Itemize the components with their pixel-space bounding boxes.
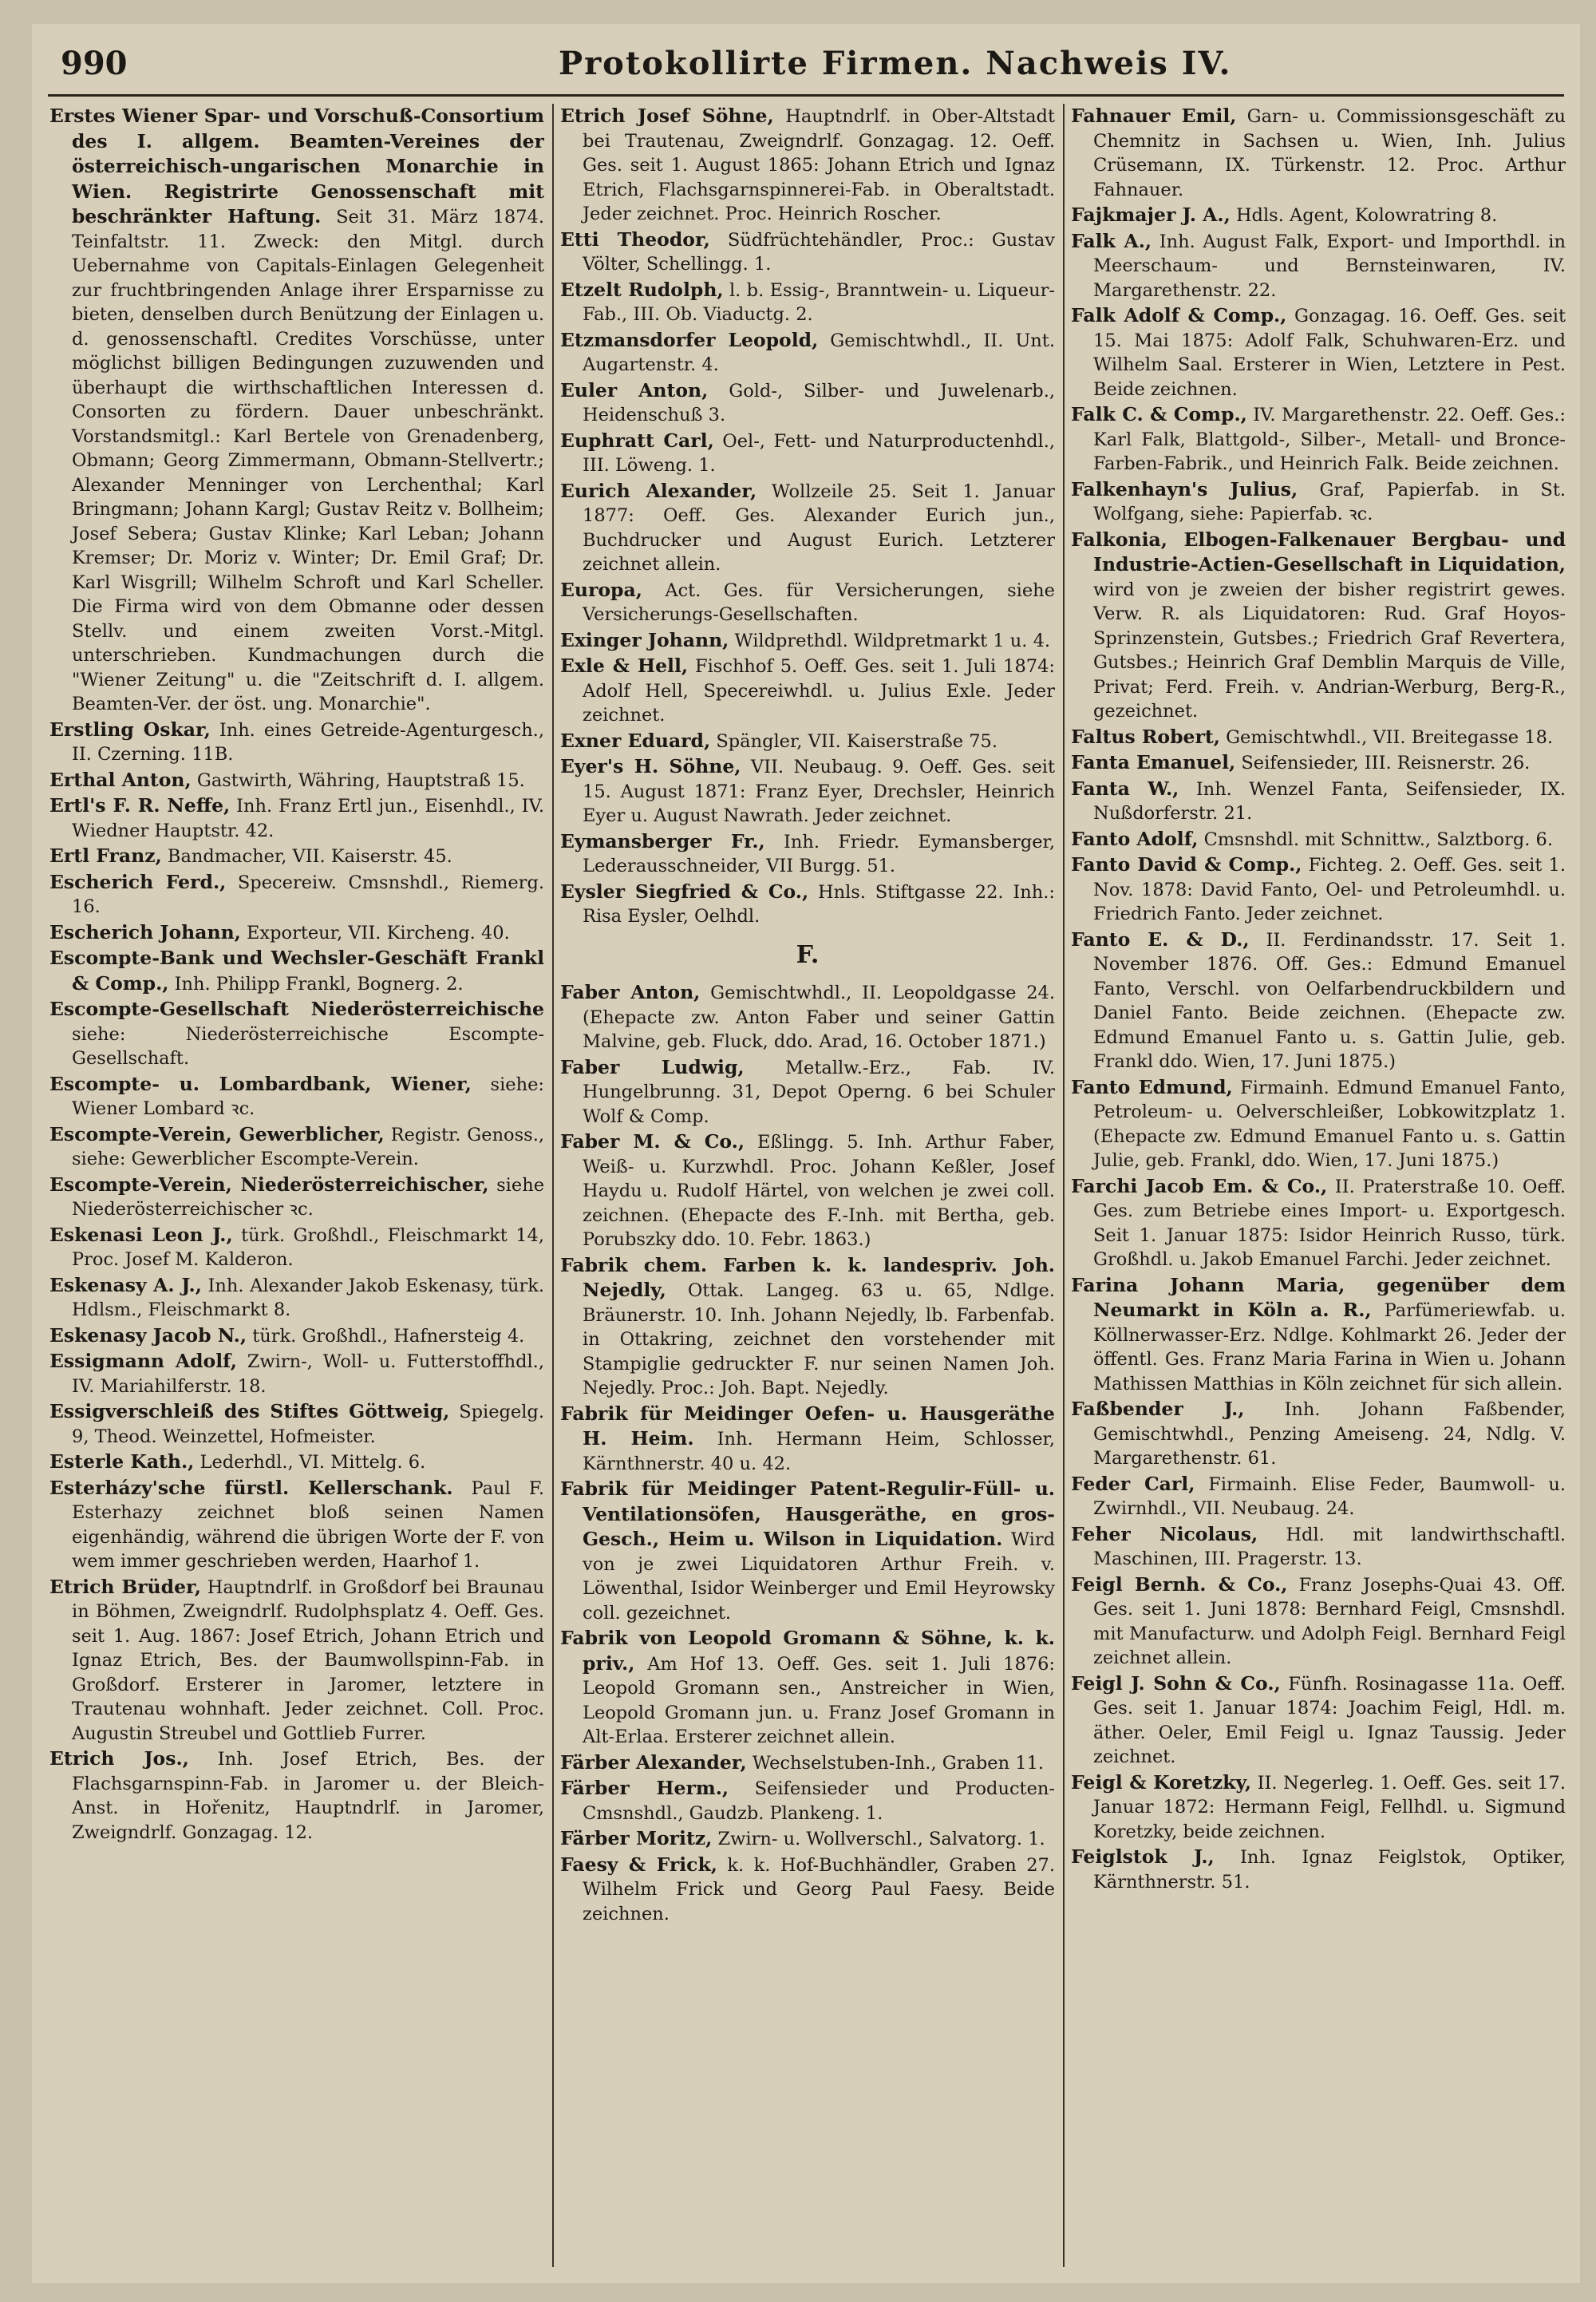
entry-text: Gold-, Silber- und Juwelenarb., Heidenschuß 3.: [583, 380, 1055, 425]
directory-entry: [49, 997, 544, 1071]
firm-name: Europa,: [560, 578, 642, 601]
directory-entry: [560, 1826, 1055, 1852]
entry-text: Seifensieder, III. Reisnerstr. 26.: [1241, 753, 1531, 773]
entry-text: Paul F. Esterhazy zeichnet bloß seinen Namen eigenhändig, während die übrigen Worte der F. von wem immer geschrieben werden, Haarhof 1.: [72, 1477, 544, 1572]
entry-text: türk. Großhdl., Hafnersteig 4.: [252, 1325, 525, 1347]
firm-name: Eskenasi Leon J.,: [49, 1223, 233, 1246]
entry-text: Spiegelg. 9, Theod. Weinzettel, Hofmeister.: [72, 1402, 544, 1447]
directory-entry: [560, 578, 1055, 627]
directory-entry: [560, 1402, 1055, 1477]
firm-name: Farchi Jacob Em. & Co.,: [1071, 1174, 1328, 1197]
entry-text: Gemischtwhdl., II. Leopoldgasse 24. (Ehepacte zw. Anton Faber und seiner Gattin Malvine, geb. Fluck, ddo. Arad, 16. October 1871.): [583, 983, 1055, 1052]
directory-entry: [560, 378, 1055, 428]
directory-entry: [1071, 1770, 1566, 1845]
firm-name: Euler Anton,: [560, 378, 709, 401]
entry-text: Hnls. Stiftgasse 22. Inh.: Risa Eysler, Oelhdl.: [583, 881, 1055, 927]
firm-name: Escherich Johann,: [49, 920, 241, 943]
entry-text: II. Praterstraße 10. Oeff. Ges. zum Betriebe eines Import- u. Exportgesch. Seit 1. Januar 1875: Isidor Heinrich Russo, türk. Großhdl. u. Jakob Emanuel Farchi. Jeder zeichnet.: [1093, 1176, 1566, 1270]
firm-name: Feigl Bernh. & Co.,: [1071, 1572, 1288, 1596]
firm-name: Exner Eduard,: [560, 729, 711, 752]
directory-entry: [49, 1575, 544, 1746]
directory-entry: [1071, 1075, 1566, 1173]
column-divider: [1063, 104, 1065, 2267]
firm-name: Erstling Oskar,: [49, 718, 211, 741]
entry-text: II. Negerleg. 1. Oeff. Ges. seit 17. Januar 1872: Hermann Feigl, Fellhdl. u. Sigmund Koretzky, beide zeichnen.: [1093, 1772, 1566, 1842]
directory-entry: [560, 429, 1055, 478]
entry-text: Fünfh. Rosinagasse 11a. Oeff. Ges. seit 1. Januar 1874: Joachim Feigl, Hdl. m. äther. Oeler, Emil Feigl u. Ignaz Taussig. Jeder zeichnet.: [1093, 1673, 1566, 1767]
entry-text: Seit 31. März 1874. Teinfaltstr. 11. Zweck: den Mitgl. durch Uebernahme von Capitals-Einlagen Gelegenheit zur fruchtbringenden Anlage ihrer Ersparnisse zu bieten, denselben durch Benützung der Einlagen u. d. genossenschaftl. Credites Vorschüsse, unter möglichst billigen Bedingungen zuzuwenden und überhaupt die wirthschaftlichen Interessen d. Consorten zu fördern. Dauer unbeschränkt. Vorstandsmitgl.: Karl Bertele von Grenadenberg, Obmann; Georg Zimmermann, Obmann-Stellvertr.; Alexander Menninger von Lerchenthal; Karl Bringmann; Johann Kargl; Gustav Reitz v. Bollheim; Josef Sebera; Gustav Klinke; Karl Leban; Johann Kremser; Dr. Moriz v. Winter; Dr. Emil Graf; Dr. Karl Wisgrill; Wilhelm Schroft und Karl Scheller. Die Firma wird von dem Obmanne oder dessen Stellv. und einem zweiten Vorst.-Mitgl. unterschrieben. Kundmachungen durch die "Wiener Zeitung" u. die "Zeitschrift d. I. allgem. Beamten-Ver. der öst. ung. Monarchie".: [72, 207, 544, 714]
entry-text: IV. Margarethenstr. 22. Oeff. Ges.: Karl Falk, Blattgold-, Silber-, Metall- und Bronce-Farben-Fabrik., und Heinrich Falk. Beide zeichnen.: [1093, 405, 1566, 474]
directory-entry: [560, 1129, 1055, 1252]
directory-entry: [49, 793, 544, 843]
entry-text: Hdls. Agent, Kolowratring 8.: [1235, 205, 1498, 226]
entry-text: Metallw.-Erz., Fab. IV. Hungelbrunng. 31, Depot Operng. 6 bei Schuler Wolf & Comp.: [583, 1057, 1055, 1127]
entry-text: Inh. Alexander Jakob Eskenasy, türk. Hdlsm., Fleischmarkt 8.: [72, 1275, 544, 1320]
firm-name: Feder Carl,: [1071, 1472, 1195, 1495]
firm-name: Escompte-Verein, Niederösterreichischer,: [49, 1173, 489, 1196]
directory-entry: [560, 104, 1055, 227]
directory-entry: [1071, 827, 1566, 852]
page-title: Protokollirte Firmen. Nachweis IV.: [559, 45, 1232, 82]
directory-entry: [560, 1750, 1055, 1776]
directory-entry: [49, 1323, 544, 1349]
directory-entry: [1071, 1845, 1566, 1894]
firm-name: Fanto David & Comp.,: [1071, 853, 1302, 876]
firm-name: Färber Moritz,: [560, 1827, 713, 1849]
entry-text: Wollzeile 25. Seit 1. Januar 1877: Oeff. Ges. Alexander Eurich jun., Buchdrucker und August Eurich. Letzterer zeichnet allein.: [583, 481, 1055, 575]
directory-entry: [560, 880, 1055, 929]
entry-text: Firmainh. Edmund Emanuel Fanto, Petroleum- u. Oelverschleißer, Lobkowitzplatz 1. (Ehepacte zw. Edmund Emanuel Fanto u. s. Gattin Julie, geb. Frankl, ddo. Wien, 17. Juni 1875.): [1093, 1077, 1566, 1171]
entry-text: Inh. Wenzel Fanta, Seifensieder, IX. Nußdorferstr. 21.: [1093, 778, 1566, 824]
entry-text: l. b. Essig-, Branntwein- u. Liqueur-Fab., III. Ob. Viaductg. 2.: [583, 279, 1055, 325]
directory-entry: [560, 829, 1055, 879]
entry-text: Oel-, Fett- und Naturproductenhdl., III. Löweng. 1.: [583, 430, 1055, 476]
entry-text: wird von je zweien der bisher registrirt gewes. Verw. R. als Liquidatoren: Rud. Graf Hoyos-Sprinzenstein, Gutsbes.; Friedrich Graf Revertera, Gutsbes.; Heinrich Graf Demblin Marquis de Ville, Privat; Ferd. Freih. v. Andrian-Werburg, Berg-R., gezeichnet.: [1093, 579, 1566, 722]
entry-text: Inh. Hermann Heim, Schlosser, Kärnthnerstr. 40 u. 42.: [583, 1429, 1055, 1474]
directory-entry: [49, 1173, 544, 1222]
firm-name: Falk C. & Comp.,: [1071, 403, 1247, 425]
firm-name: Farina Johann Maria, gegenüber dem Neumarkt in Köln a. R.,: [1071, 1273, 1566, 1321]
firm-name: Falk Adolf & Comp.,: [1071, 304, 1287, 326]
directory-entry: [560, 654, 1055, 728]
firm-name: Ertl Franz,: [49, 844, 162, 867]
entry-text: Garn- u. Commissionsgeschäft zu Chemnitz in Sachsen u. Wien, Inh. Julius Crüsemann, IX. Türkenstr. 12. Proc. Arthur Fahnauer.: [1093, 106, 1566, 200]
entry-text: Hdl. mit landwirthschaftl. Maschinen, III. Pragerstr. 13.: [1093, 1524, 1566, 1569]
firm-name: Essigmann Adolf,: [49, 1350, 237, 1372]
entry-text: Gemischtwhdl., II. Unt. Augartenstr. 4.: [583, 330, 1055, 375]
page-header: [48, 34, 1564, 89]
directory-entry: [49, 104, 544, 717]
firm-name: Fajkmajer J. A.,: [1071, 204, 1231, 226]
firm-name: Etrich Brüder,: [49, 1575, 201, 1598]
directory-entry: [560, 1626, 1055, 1750]
entry-text: Lederhdl., VI. Mittelg. 6.: [200, 1452, 426, 1473]
entry-text: siehe Niederösterreichischer ꝛc.: [72, 1174, 544, 1220]
firm-name: Escherich Ferd.,: [49, 870, 227, 893]
entry-text: Seifensieder und Producten-Cmsnshdl., Gaudzb. Plankeng. 1.: [583, 1778, 1055, 1824]
entry-text: Bandmacher, VII. Kaiserstr. 45.: [167, 846, 452, 867]
entry-text: siehe: Wiener Lombard ꝛc.: [72, 1074, 544, 1119]
firm-name: Exle & Hell,: [560, 655, 689, 677]
firm-name: Escompte- u. Lombardbank, Wiener,: [49, 1072, 472, 1095]
firm-name: Feigl & Koretzky,: [1071, 1770, 1252, 1794]
entry-text: Gastwirth, Währing, Hauptstraß 15.: [196, 769, 525, 791]
column-1: [49, 104, 544, 2267]
directory-entry: [1071, 104, 1566, 202]
entry-text: Inh. Philipp Frankl, Bognerg. 2.: [174, 973, 464, 995]
firm-name: Escompte-Bank und Wechsler-Geschäft Frankl & Comp.,: [49, 947, 544, 995]
directory-entry: [1071, 1472, 1566, 1521]
directory-entry: [560, 1776, 1055, 1825]
entry-text: Zwirn-, Woll- u. Futterstoffhdl., IV. Mariahilferstr. 18.: [72, 1351, 544, 1397]
entry-text: Wildprethdl. Wildpretmarkt 1 u. 4.: [734, 630, 1051, 651]
firm-name: Ertl's F. R. Neffe,: [49, 794, 231, 817]
firm-name: Esterházy'sche fürstl. Kellerschank.: [49, 1476, 453, 1499]
entry-text: Firmainh. Elise Feder, Baumwoll- u. Zwirnhdl., VII. Neubaug. 24.: [1093, 1473, 1566, 1519]
directory-entry: [1071, 928, 1566, 1074]
firm-name: Faber M. & Co.,: [560, 1130, 745, 1153]
firm-name: Falkonia, Elbogen-Falkenauer Bergbau- und Industrie-Actien-Gesellschaft in Liquidation,: [1071, 528, 1566, 576]
directory-entry: [560, 479, 1055, 577]
entry-text: Hauptndrlf. in Ober-Altstadt bei Trautenau, Zweigndrlf. Gonzagag. 12. Oeff. Ges. seit 1. August 1865: Johann Etrich und Ignaz Etrich, Flachsgarnspinnerei-Fab. in Oberaltstadt. Jeder zeichnet. Proc. Heinrich Roscher.: [583, 106, 1055, 224]
firm-name: Faesy & Frick,: [560, 1853, 717, 1876]
entry-text: Ottak. Langeg. 63 u. 65, Ndlge. Bräunerstr. 10. Inh. Johann Nejedly, lb. Farbenfab. in Ottakring, zeichnet den vorstehender mit Stampiglie gedruckter F. nur seinen Namen Joh. Nejedly. Proc.: Joh. Bapt. Nejedly.: [583, 1280, 1055, 1398]
column-2: [560, 104, 1055, 2267]
firm-name: Fanto Edmund,: [1071, 1075, 1233, 1098]
directory-entry: [1071, 852, 1566, 927]
firm-name: Etti Theodor,: [560, 227, 710, 251]
directory-entry: [560, 729, 1055, 754]
directory-entry: [49, 1273, 544, 1323]
firm-name: Etzmansdorfer Leopold,: [560, 328, 819, 351]
directory-entry: [49, 1223, 544, 1272]
directory-entry: [560, 1253, 1055, 1401]
entry-text: Inh. Ignaz Feiglstok, Optiker, Kärnthnerstr. 51.: [1093, 1847, 1566, 1893]
entry-text: Zwirn- u. Wollverschl., Salvatorg. 1.: [717, 1829, 1045, 1849]
directory-entry: [1071, 777, 1566, 826]
entry-text: Cmsnshdl. mit Schnittw., Salztborg. 6.: [1203, 829, 1554, 850]
page-number: 990: [61, 45, 128, 82]
firm-name: Fanto Adolf,: [1071, 827, 1199, 850]
entry-text: Specereiw. Cmsnshdl., Riemerg. 16.: [72, 872, 544, 917]
firm-name: Escompte-Verein, Gewerblicher,: [49, 1122, 385, 1145]
directory-entry: [1071, 229, 1566, 303]
entry-text: Inh. Friedr. Eymansberger, Lederausschneider, VII Burgg. 51.: [583, 831, 1055, 876]
directory-entry: [560, 1853, 1055, 1927]
directory-entry: [49, 844, 544, 869]
directory-entry: [1071, 402, 1566, 477]
column-divider: [552, 104, 554, 2267]
directory-entry: [49, 1746, 544, 1845]
directory-entry: [49, 870, 544, 920]
firm-name: Falk A.,: [1071, 229, 1152, 252]
firm-name: Fabrik für Meidinger Oefen- u. Hausgeräthe H. Heim.: [560, 1402, 1055, 1450]
directory-entry: [560, 227, 1055, 277]
entry-text: Hauptndrlf. in Großdorf bei Braunau in Böhmen, Zweigndrlf. Rudolphsplatz 4. Oeff. Ges. seit 1. Aug. 1867: Josef Etrich, Johann Etrich und Ignaz Etrich, Bes. der Baumwollspinn-Fab. in Großdorf. Ersterer in Jaromer, letztere in Trautenau wohnhaft. Jeder zeichnet. Coll. Proc. Augustin Streubel und Gottlieb Furrer.: [72, 1576, 544, 1744]
firm-name: Faber Ludwig,: [560, 1055, 745, 1078]
directory-entry: [560, 980, 1055, 1054]
entry-text: Act. Ges. für Versicherungen, siehe Versicherungs-Gesellschaften.: [583, 579, 1055, 625]
entry-text: Inh. Josef Etrich, Bes. der Flachsgarnspinn-Fab. in Jaromer u. der Bleich-Anst. in Hořenitz, Hauptndrlf. in Jaromer, Zweigndrlf. Gonzagag. 12.: [72, 1749, 544, 1843]
section-letter: F.: [796, 940, 820, 969]
entry-text: Gonzagag. 16. Oeff. Ges. seit 15. Mai 1875: Adolf Falk, Schuhwaren-Erz. und Wilhelm Saal. Ersterer in Wien, Letztere in Pest. Beide zeichnen.: [1093, 306, 1566, 400]
directory-entry: [1071, 1174, 1566, 1272]
directory-entry: [560, 1477, 1055, 1625]
firm-name: Feigl J. Sohn & Co.,: [1071, 1671, 1281, 1695]
firm-name: Erthal Anton,: [49, 768, 192, 791]
entry-text: Gemischtwhdl., VII. Breitegasse 18.: [1226, 726, 1554, 748]
firm-name: Esterle Kath.,: [49, 1450, 195, 1473]
entry-text: Graf, Papierfab. in St. Wolfgang, siehe: Papierfab. ꝛc.: [1093, 479, 1566, 524]
firm-name: Essigverschleiß des Stiftes Göttweig,: [49, 1400, 450, 1422]
directory-entry: [49, 920, 544, 946]
firm-name: Faltus Robert,: [1071, 725, 1220, 748]
entry-text: k. k. Hof-Buchhändler, Graben 27. Wilhelm Frick und Georg Paul Faesy. Beide zeichnen.: [583, 1854, 1055, 1924]
firm-name: Eyer's H. Söhne,: [560, 755, 741, 777]
firm-name: Eysler Siegfried & Co.,: [560, 880, 809, 903]
directory-entry: [49, 1072, 544, 1121]
firm-name: Erstes Wiener Spar- und Vorschuß-Consortium des I. allgem. Beamten-Vereines der österreichisch-ungarischen Monarchie in Wien. Registrirte Genossenschaft mit beschränkter Haftung.: [49, 105, 544, 227]
entry-text: Am Hof 13. Oeff. Ges. seit 1. Juli 1876: Leopold Gromann sen., Anstreicher in Wien, Leopold Gromann jun. u. Franz Josef Gromann in Alt-Erlaa. Ersterer zeichnet allein.: [583, 1653, 1055, 1747]
directory-entry: [49, 1476, 544, 1574]
firm-name: Feiglstok J.,: [1071, 1845, 1215, 1868]
firm-name: Etzelt Rudolph,: [560, 278, 724, 301]
entry-text: Eßlingg. 5. Inh. Arthur Faber, Weiß- u. Kurzwhdl. Proc. Johann Keßler, Josef Haydu u. Rudolf Härtel, von welchen je zwei coll. zeichnen. (Ehepacte des F.-Inh. mit Bertha, geb. Porubszky ddo. 10. Febr. 1863.): [583, 1132, 1055, 1250]
entry-text: Südfrüchtehändler, Proc.: Gustav Völter, Schellingg. 1.: [583, 229, 1055, 275]
firm-name: Falkenhayn's Julius,: [1071, 477, 1298, 500]
entry-text: II. Ferdinandsstr. 17. Seit 1. November 1876. Off. Ges.: Edmund Emanuel Fanto, Verschl. von Oelfarbendruckbildern und Daniel Fanto. Beide zeichnen. (Ehepacte zw. Edmund Emanuel Fanto u. s. Gattin Julie, geb. Frankl ddo. Wien, 17. Juni 1875.): [1093, 929, 1566, 1072]
directory-entry: [49, 1399, 544, 1449]
firm-name: Etrich Josef Söhne,: [560, 105, 774, 127]
directory-entry: [1071, 1273, 1566, 1397]
directory-entry: [49, 1349, 544, 1398]
entry-text: Inh. Johann Faßbender, Gemischtwhdl., Penzing Ameiseng. 24, Ndlg. V. Margarethenstr. 61.: [1093, 1399, 1566, 1469]
firm-name: Faber Anton,: [560, 981, 701, 1003]
firm-name: Eurich Alexander,: [560, 479, 757, 502]
entry-text: siehe: Niederösterreichische Escompte-Gesellschaft.: [72, 1023, 544, 1069]
directory-entry: [49, 946, 544, 996]
firm-name: Fahnauer Emil,: [1071, 105, 1237, 127]
firm-name: Fabrik für Meidinger Patent-Regulir-Füll- u. Ventilationsöfen, Hausgeräthe, en gros-Gesch., Heim u. Wilson in Liquidation.: [560, 1477, 1055, 1550]
directory-entry: [560, 278, 1055, 327]
entry-text: Parfümeriewfab. u. Köllnerwasser-Erz. Ndlge. Kohlmarkt 26. Jeder der öffentl. Ges. Franz Maria Farina in Wien u. Johann Mathissen Matthias in Köln zeichnet für sich allein.: [1093, 1300, 1566, 1394]
firm-name: Fanta Emanuel,: [1071, 751, 1236, 773]
directory-entry: [49, 718, 544, 767]
firm-name: Eymansberger Fr.,: [560, 829, 765, 852]
firm-name: Färber Alexander,: [560, 1750, 747, 1774]
entry-text: Registr. Genoss., siehe: Gewerblicher Escompte-Verein.: [72, 1124, 544, 1169]
directory-entry: [1071, 725, 1566, 750]
directory-entry: [49, 1450, 544, 1475]
firm-name: Eskenasy A. J.,: [49, 1273, 202, 1296]
entry-text: Inh. August Falk, Export- und Importhdl. in Meerschaum- und Bernsteinwaren, IV. Margarethenstr. 22.: [1093, 231, 1566, 301]
firm-name: Feher Nicolaus,: [1071, 1522, 1258, 1545]
firm-name: Euphratt Carl,: [560, 429, 714, 452]
firm-name: Fanto E. & D.,: [1071, 928, 1250, 951]
directory-entry: [1071, 477, 1566, 527]
column-3: [1071, 104, 1566, 2267]
directory-entry: [560, 328, 1055, 378]
entry-text: Franz Josephs-Quai 43. Off. Ges. seit 1. Juni 1878: Bernhard Feigl, Cmsnshdl. mit Manufacturw. und Adolph Feigl. Bernhard Feigl zeichnet allein.: [1093, 1574, 1566, 1668]
directory-entry: [1071, 1522, 1566, 1572]
firm-name: Escompte-Gesellschaft Niederösterreichische: [49, 998, 544, 1020]
firm-name: Faßbender J.,: [1071, 1398, 1245, 1420]
directory-entry: [1071, 528, 1566, 724]
entry-text: Fichteg. 2. Oeff. Ges. seit 1. Nov. 1878: David Fanto, Oel- und Petroleumhdl. u. Friedrich Fanto. Jeder zeichnet.: [1093, 855, 1566, 924]
header-rule: [48, 94, 1564, 97]
directory-entry: [1071, 1671, 1566, 1770]
firm-name: Eskenasy Jacob N.,: [49, 1323, 247, 1347]
directory-entry: [1071, 1397, 1566, 1471]
firm-name: Fanta W.,: [1071, 777, 1179, 800]
firm-name: Etrich Jos.,: [49, 1747, 189, 1770]
directory-entry: [1071, 750, 1566, 776]
entry-text: Spängler, VII. Kaiserstraße 75.: [716, 730, 998, 752]
entry-text: Inh. eines Getreide-Agenturgesch., II. Czerning. 11B.: [72, 719, 544, 765]
directory-page: [32, 24, 1580, 2283]
directory-entry: [1071, 203, 1566, 228]
directory-entry: [560, 754, 1055, 829]
entry-text: Wechselstuben-Inh., Graben 11.: [752, 1752, 1045, 1774]
entry-text: Exporteur, VII. Kircheng. 40.: [247, 922, 510, 943]
entry-text: VII. Neubaug. 9. Oeff. Ges. seit 15. August 1871: Franz Eyer, Drechsler, Heinrich Eyer u. August Nawrath. Jeder zeichnet.: [583, 757, 1055, 826]
firm-name: Fabrik chem. Farben k. k. landespriv. Joh. Nejedly,: [560, 1253, 1055, 1301]
directory-entry: [49, 1122, 544, 1172]
entry-text: Wird von je zwei Liquidatoren Arthur Freih. v. Löwenthal, Isidor Weinberger und Emil Heyrowsky coll. gezeichnet.: [583, 1529, 1055, 1624]
directory-entry: [1071, 303, 1566, 401]
entry-text: Inh. Franz Ertl jun., Eisenhdl., IV. Wiedner Hauptstr. 42.: [72, 796, 544, 841]
directory-entry: [49, 768, 544, 793]
firm-name: Exinger Johann,: [560, 628, 729, 651]
entry-text: türk. Großhdl., Fleischmarkt 14, Proc. Josef M. Kalderon.: [72, 1224, 544, 1270]
directory-entry: [560, 628, 1055, 654]
directory-entry: [1071, 1572, 1566, 1671]
firm-name: Färber Herm.,: [560, 1777, 729, 1799]
directory-entry: [560, 1055, 1055, 1129]
firm-name: Fabrik von Leopold Gromann & Söhne, k. k. priv.,: [560, 1627, 1055, 1675]
entry-text: Fischhof 5. Oeff. Ges. seit 1. Juli 1874: Adolf Hell, Specereiwhdl. u. Julius Exle. Jeder zeichnet.: [583, 656, 1055, 726]
